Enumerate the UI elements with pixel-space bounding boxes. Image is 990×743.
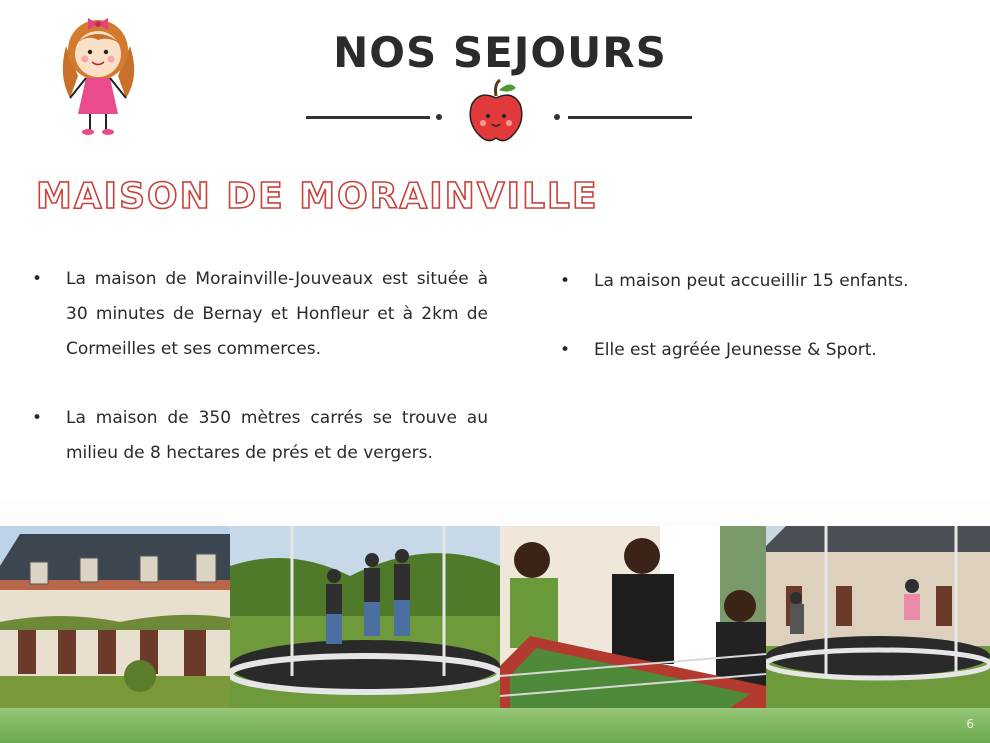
right-bullet-list — [560, 264, 960, 402]
list-item — [560, 333, 960, 368]
page-number: 6 — [966, 717, 974, 731]
list-item-text: Elle est agréée Jeunesse & Sport. — [594, 340, 877, 360]
photo-trampoline — [230, 526, 500, 708]
apple-icon — [466, 78, 526, 144]
list-item — [32, 401, 488, 471]
title-divider-dot-left — [436, 114, 442, 120]
title-divider-right — [568, 116, 692, 119]
bullet-marker: • — [560, 271, 571, 291]
left-bullet-list — [32, 262, 488, 505]
bullet-marker: • — [32, 269, 43, 289]
list-item-text: La maison peut accueillir 15 enfants. — [594, 271, 909, 291]
page-title: NOS SEJOURS — [333, 28, 667, 77]
list-item-text: La maison de Morainville-Jouveaux est située à 30 minutes de Bernay et Honfleur et à 2km de Cormeilles et ses commerces. — [66, 269, 488, 359]
photo-trampoline-house — [766, 526, 990, 708]
bullet-marker: • — [32, 408, 43, 428]
list-item-text: La maison de 350 mètres carrés se trouve au milieu de 8 hectares de prés et de vergers. — [66, 408, 488, 463]
section-title: MAISON DE MORAINVILLE — [36, 176, 599, 217]
list-item — [32, 262, 488, 367]
girl-mascot-icon — [48, 6, 148, 138]
bullet-marker: • — [560, 340, 571, 360]
photo-foosball — [500, 526, 766, 708]
list-item — [560, 264, 960, 299]
photo-house — [0, 526, 230, 708]
title-divider-left — [306, 116, 430, 119]
title-divider-dot-right — [554, 114, 560, 120]
